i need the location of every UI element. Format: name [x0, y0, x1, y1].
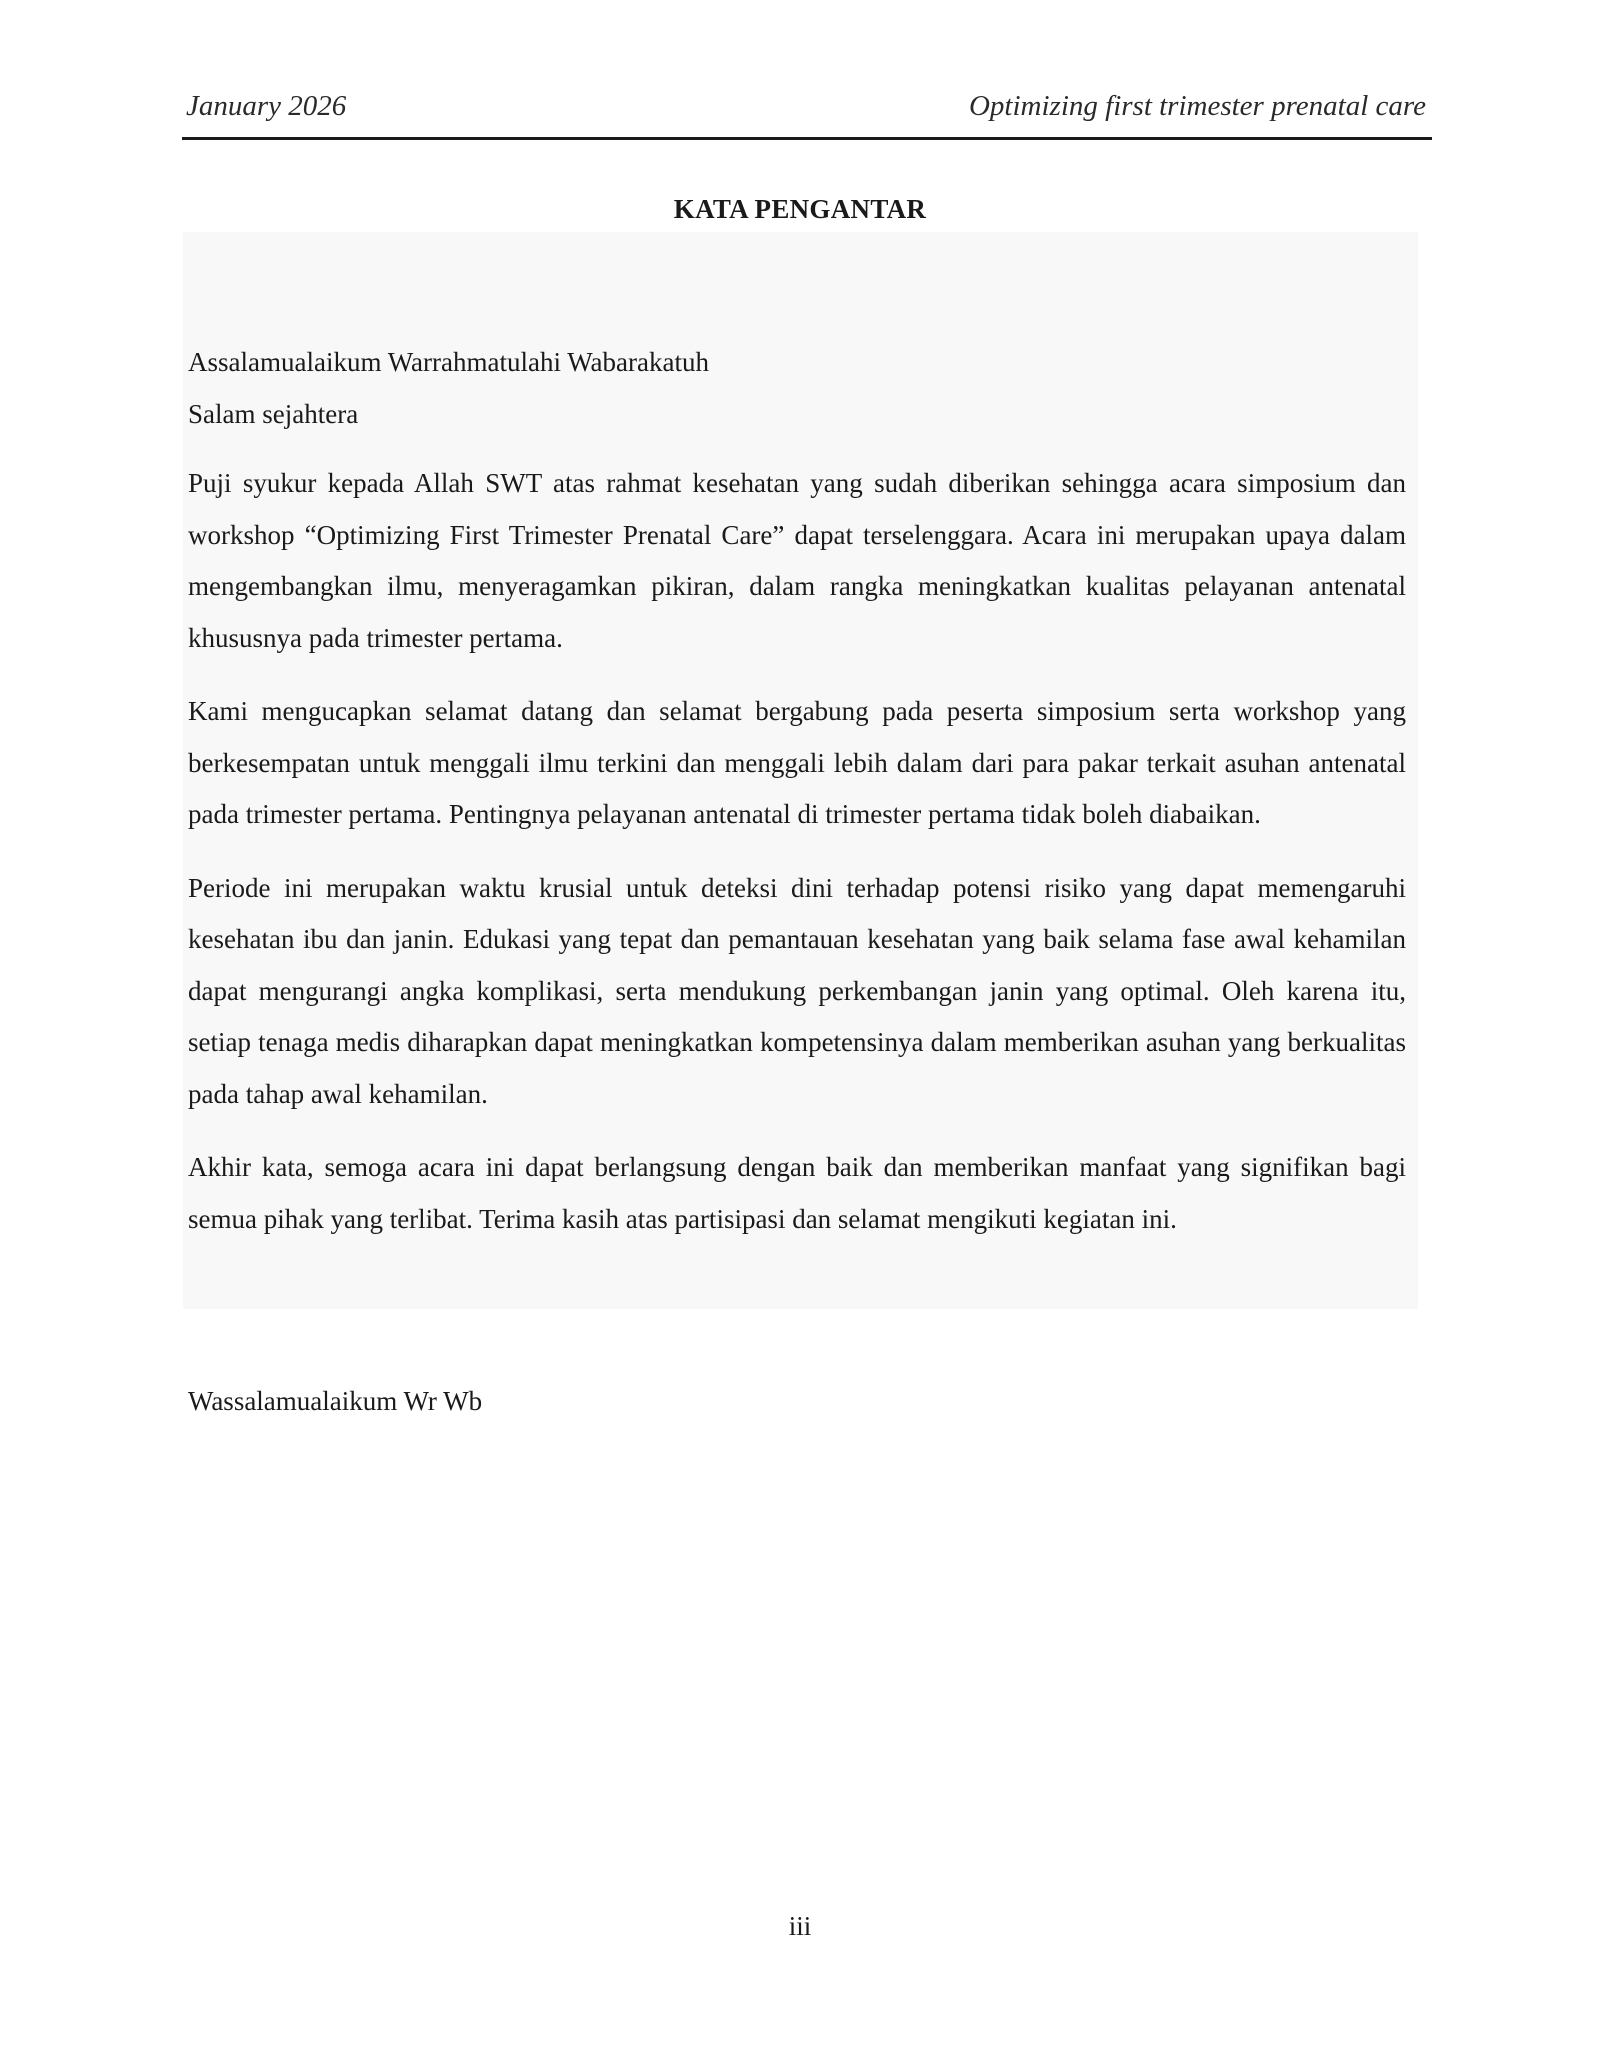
greeting-line-2: Salam sejahtera [188, 399, 359, 429]
closing-salutation: Wassalamualaikum Wr Wb [188, 1386, 483, 1416]
paragraph-3: Periode ini merupakan waktu krusial untuk deteksi dini terhadap potensi risiko yang dapat memengaruhi kesehatan ibu dan janin. Edukasi yang tepat dan pemantauan kesehatan yang baik selama fase awal kehamilan dapat mengurangi angka komplikasi, serta mendukung perkembangan janin yang optimal. Oleh karena itu, setiap tenaga medis diharapkan dapat meningkatkan kompetensinya dalam memberikan asuhan yang berkualitas pada tahap awal kehamilan. [188, 872, 1406, 1109]
header-divider [182, 137, 1432, 140]
paragraph-1: Puji syukur kepada Allah SWT atas rahmat kesehatan yang sudah diberikan sehingga acara simposium dan workshop “Optimizing First Trimester Prenatal Care” dapat terselenggara. Acara ini merupakan upaya dalam mengembangkan ilmu, menyeragamkan pikiran, dalam rangka meningkatkan kualitas pelayanan antenatal khususnya pada trimester pertama. [188, 468, 1406, 653]
page-header [186, 88, 1426, 132]
header-running-title: Optimizing first trimester prenatal care [968, 90, 1426, 122]
page-number: iii [788, 1911, 812, 1941]
greeting-line-1: Assalamualaikum Warrahmatulahi Wabarakatuh [188, 347, 709, 377]
header-date: January 2026 [186, 90, 347, 122]
paragraph-4: Akhir kata, semoga acara ini dapat berlangsung dengan baik dan memberikan manfaat yang signifikan bagi semua pihak yang terlibat. Terima kasih atas partisipasi dan selamat mengikuti kegiatan ini. [188, 1152, 1406, 1234]
page-title: KATA PENGANTAR [673, 194, 927, 224]
paragraph-2: Kami mengucapkan selamat datang dan selamat bergabung pada peserta simposium serta workshop yang berkesempatan untuk menggali ilmu terkini dan menggali lebih dalam dari para pakar terkait asuhan antenatal pada trimester pertama. Pentingnya pelayanan antenatal di trimester pertama tidak boleh diabaikan. [188, 696, 1406, 829]
body-text [188, 336, 1406, 1245]
